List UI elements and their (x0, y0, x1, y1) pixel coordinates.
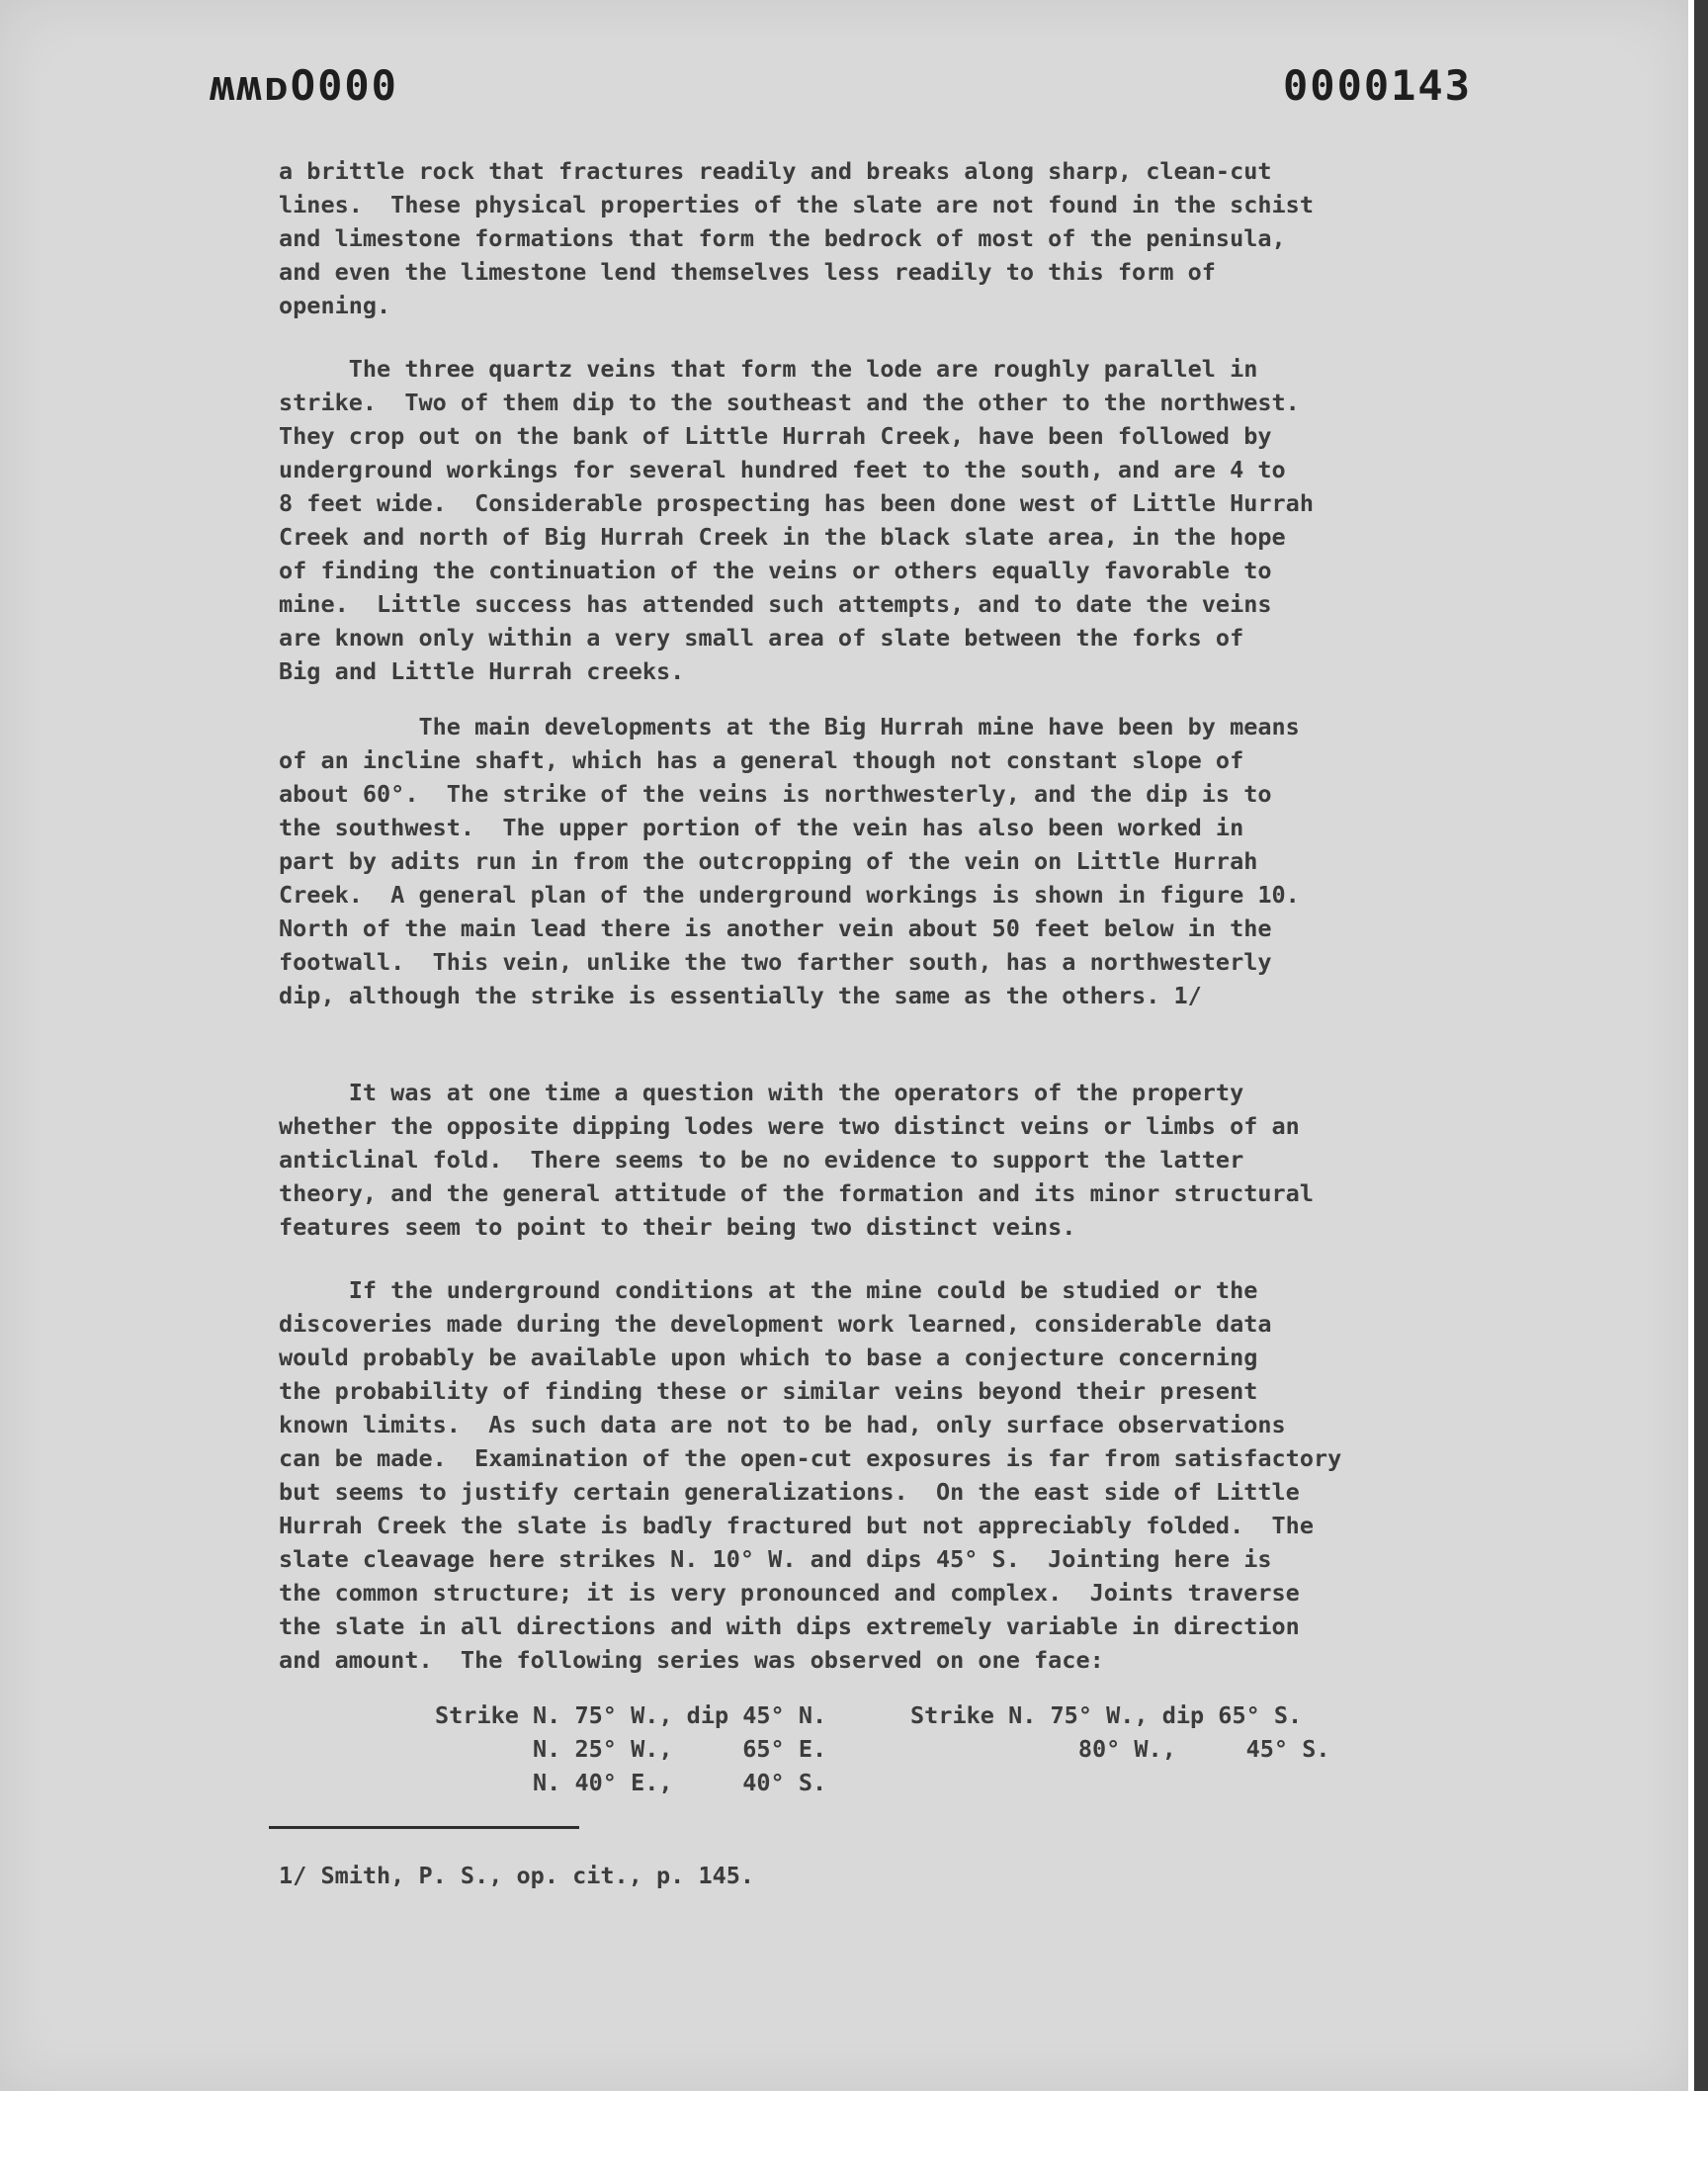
footnote-divider (269, 1826, 579, 1829)
paragraph-3: The main developments at the Big Hurrah mine have been by means of an incline shaft, which has a general though not constant slope of about 60°. The strike of the veins is northwesterly, and the dip is to the southwest. The upper portion of the vein has also been worked in part by adits run in from the outcropping of the vein on Little Hurrah Creek. A general plan of the underground workings is shown in figure 10. North of the main lead there is another vein about 50 feet below in the footwall. This vein, unlike the two farther south, has a northwesterly dip, although the strike is essentially the same as the others. 1/ (279, 713, 1300, 1009)
joint-observations-table: Strike N. 75° W., dip 45° N. Strike N. 75° W., dip 65° S. N. 25° W., 65° E. 80° W., 45° S. N. 40° E., 40° S. (435, 1701, 1330, 1796)
paragraph-1: a brittle rock that fractures readily and breaks along sharp, clean-cut lines. These physical properties of the slate are not found in the schist and limestone formations that form the bedrock of most of the peninsula, and even the limestone lend themselves less readily to this form of opening. (279, 157, 1314, 319)
page-number-stamp: 0000143 (1283, 61, 1473, 110)
document-stamp-left: ʍʍᴅO000 (210, 61, 398, 110)
footnote: 1/ Smith, P. S., op. cit., p. 145. (279, 1862, 755, 1889)
paragraph-2: The three quartz veins that form the lode are roughly parallel in strike. Two of them dip to the southeast and the other to the northwest. They crop out on the bank of Little Hurrah Creek, have been followed by underground workings for several hundred feet to the south, and are 4 to 8 feet wide. Considerable prospecting has been done west of Little Hurrah Creek and north of Big Hurrah Creek in the black slate area, in the hope of finding the continuation of the veins or others equally favorable to mine. Little success has attended such attempts, and to date the veins are known only within a very small area of slate between the forks of Big and Little Hurrah creeks. (279, 355, 1314, 685)
paragraph-5: If the underground conditions at the mine could be studied or the discoveries made during the development work learned, considerable data would probably be available upon which to base a conjecture concerning the probability of finding these or similar veins beyond their present known limits. As such data are not to be had, only surface observations can be made. Examination of the open-cut exposures is far from satisfactory but seems to justify certain generalizations. On the east side of Little Hurrah Creek the slate is badly fractured but not appreciably folded. The slate cleavage here strikes N. 10° W. and dips 45° S. Jointing here is the common structure; it is very pronounced and complex. Joints traverse the slate in all directions and with dips extremely variable in direction and amount. The following series was observed on one face: (279, 1276, 1342, 1674)
paragraph-4: It was at one time a question with the operators of the property whether the opposite dipping lodes were two distinct veins or limbs of an anticlinal fold. There seems to be no evidence to support the latter theory, and the general attitude of the formation and its minor structural features seem to point to their being two distinct veins. (279, 1079, 1314, 1241)
